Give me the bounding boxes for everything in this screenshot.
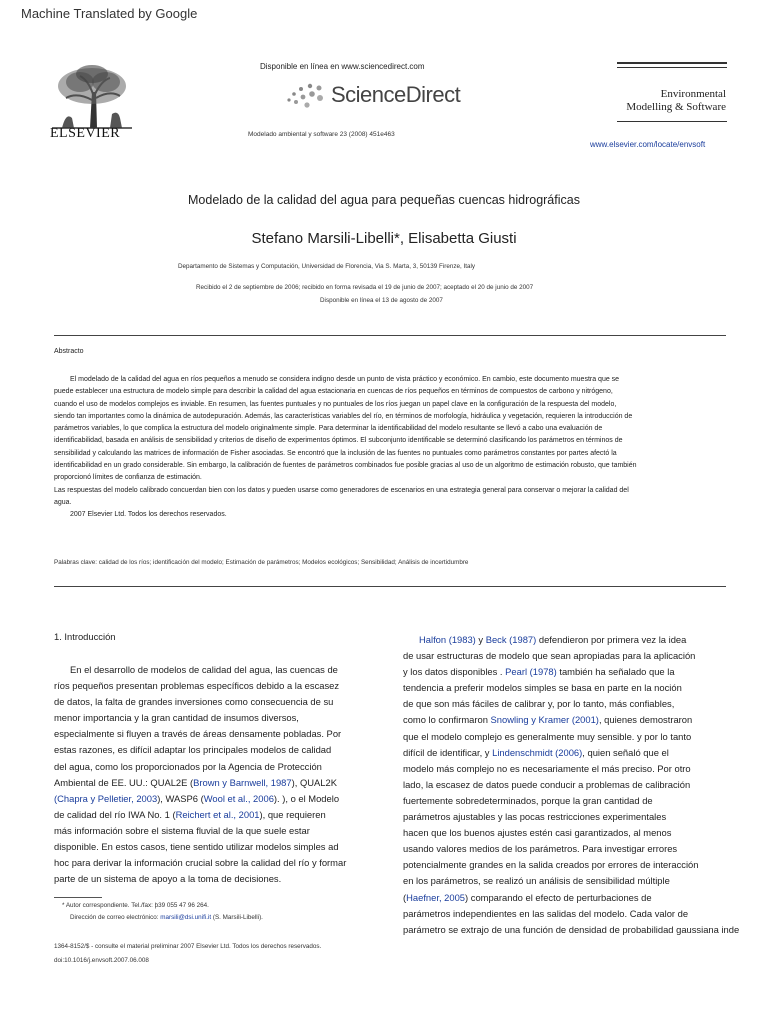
citation-link[interactable]: Halfon (1983) [419,634,476,645]
body-line [403,648,768,664]
body-line [403,873,768,889]
body-line [54,839,394,855]
body-line [403,825,768,841]
body-line [54,871,394,887]
body-text: usando valores medios de los parámetros. Para investigar errores [403,843,678,855]
body-line [54,791,394,807]
body-text: disponible. En estos casos, tiene sentido utilizar modelos simples ad [54,841,339,853]
journal-rule-top [617,62,727,64]
body-line [403,680,768,696]
citation-link[interactable]: Reichert et al., 2001 [175,808,260,820]
email-link[interactable]: marsili@dsi.unifi.it [160,914,212,921]
body-text: también ha señalado que la [556,666,675,678]
citation-link[interactable]: Lindenschmidt (2006) [492,746,583,758]
abstract-line: identificabilidad, basada en análisis de sensibilidad y criterios de diseño de experimentos óptimos. El subconjunto identificable se determinó clasificando los parámetros en términos de [54,437,623,445]
section-heading: 1. Introducción [54,631,116,642]
citation-link[interactable]: ( [54,792,58,804]
body-line [54,678,394,694]
citation-link[interactable]: Haefner, 2005 [406,891,466,903]
abstract-line: cuando el uso de modelos complejos es inviable. En resumen, las fuentes puntuales y no puntuales de los ríos juegan un papel clave en la configuración de la respuesta del modelo, [54,400,617,408]
citation-link[interactable]: Pearl (1978) [505,666,557,678]
body-line [403,857,768,873]
abstract-top-rule [54,335,726,336]
journal-name-line2: Modelling & Software [626,101,726,113]
abstract-line: El modelado de la calidad del agua en ríos pequeños a menudo se considera indigno desde un punto de vista práctico y económico. En cambio, este documento muestra que se [70,376,620,383]
body-text: de datos, la falta de grandes inversiones como consecuencia de su [54,696,334,708]
body-text: ). ), o el Modelo [273,792,340,804]
abstract-copyright: 2007 Elsevier Ltd. Todos los derechos reservados. [70,511,227,519]
body-text: difícil de identificar, y [403,746,493,758]
body-text: ), QUAL2K [291,776,337,788]
body-line [54,694,394,710]
body-text: lado, la escasez de datos puede conducir a problemas de calibración [403,778,691,790]
body-text: parámetros ajustables y las pocas restricciones experimentales [403,811,667,823]
body-line [54,726,394,742]
abstract-bottom-rule [54,586,726,587]
journal-name-line1: Environmental [660,88,726,100]
body-text: ), WASP6 ( [157,792,204,804]
sciencedirect-dots-icon [283,80,327,110]
footnote-rule [54,897,102,898]
abstract-body [54,374,714,522]
body-text: de que son más fáciles de calibrar y, por lo tanto, más confiables, [403,698,675,710]
body-text: defendieron por primera vez la idea [536,634,687,645]
body-text: modelo más complejo no es necesariamente el más preciso. Por otro [403,762,691,774]
body-text: En el desarrollo de modelos de calidad del agua, las cuencas de [70,664,338,675]
citation-link[interactable]: Chapra y Pelletier, 2003 [57,792,158,804]
body-text: ( [403,891,407,903]
citation-link[interactable]: Beck (1987) [485,634,537,645]
journal-name [612,88,726,114]
body-text: tendencia a preferir modelos simples se basa en parte en la noción [403,682,682,694]
abstract-line: puede establecer una estructura de modelo simple para describir la calidad del agua estacionaria en cuencas de ríos pequeños en términos de compuestos de carbono y nitrógeno, [54,388,613,396]
body-text: del agua, como los proporcionados por la Agencia de Protección [54,760,322,772]
body-text: Ambiental de EE. UU.: QUAL2E ( [54,776,194,788]
abstract-line: sensibilidad y calculando las matrices de información de Fisher asociadas. Se encontró que la inclusión de las fuentes no puntuales como parámetros constantes por partes afectó la [54,449,617,457]
footnote-email [70,914,263,921]
body-text: parte de un sistema de apoyo a la toma de decisiones. [54,873,282,885]
body-line [403,841,768,857]
body-line [403,696,768,712]
body-line [403,777,768,793]
body-text: potencialmente grandes en la salida creados por errores de interacción [403,859,699,871]
abstract-heading: Abstracto [54,348,84,355]
footnote-email-label: Dirección de correo electrónico: [70,914,161,921]
translation-banner: Machine Translated by Google [21,6,198,21]
body-line [403,922,768,938]
intro-column-left [54,662,394,887]
body-text: hoc para derivar la información crucial sobre la calidad del río y formar [54,857,347,869]
body-text: especialmente si fluyen a través de áreas densamente pobladas. Por [54,728,342,740]
body-text: parámetro se extrajo de una función de densidad de probabilidad gaussiana inde [403,923,740,935]
body-text: y [475,634,486,645]
body-text: parámetros independientes en las salidas del modelo. Cada valor de [403,907,689,919]
body-line [403,890,768,906]
sciencedirect-wordmark: ScienceDirect [331,82,461,107]
journal-url-link[interactable]: www.elsevier.com/locate/envsoft [590,140,706,149]
citation-link[interactable]: Wool et al., 2006 [203,792,274,804]
body-line [54,807,394,823]
intro-column-right [403,632,768,938]
body-text: , quien señaló que el [582,746,669,758]
body-text: menor importancia y la gran cantidad de insumos diversos, [54,712,299,724]
body-text: como lo confirmaron [403,714,491,726]
body-text: ), que requieren [259,808,326,820]
body-text: ) comparando el efecto de perturbaciones de [465,891,652,903]
footnote-email-suffix: (S. Marsili-Libelli). [211,914,263,921]
article-authors: Stefano Marsili-Libelli*, Elisabetta Giusti [251,230,517,247]
body-text: ríos pequeños presentan problemas específicos debido a la escasez [54,680,340,692]
article-history: Recibido el 2 de septiembre de 2006; recibido en forma revisada el 19 de junio de 2007; aceptado el 20 de junio de 2007 [196,284,534,291]
body-line [403,632,768,648]
body-line [54,742,394,758]
abstract-line: siendo tan importantes como la dinámica de autodepuración. Además, las características variables del río, en términos de morfología, hidráulica y vegetación, requieren la introducción de [54,412,633,420]
body-line [54,775,394,791]
issn-line: 1364-8152/$ - consulte el material preliminar 2007 Elsevier Ltd. Todos los derechos reservados. [54,943,322,950]
body-line [403,745,768,761]
journal-rule-bottom [617,121,727,122]
body-line [403,793,768,809]
article-title: Modelado de la calidad del agua para pequeñas cuencas hidrográficas [188,193,580,207]
abstract-line: identificabilidad en un grado considerable. Sin embargo, la calibración de fuentes de parámetros combinados fue posible gracias al uso de un algoritmo de estimación robusto, que también [54,462,637,470]
body-text: estas razones, es difícil adaptar los principales modelos de calidad [54,744,332,756]
body-line [403,729,768,745]
body-text: de calidad del río IWA No. 1 ( [54,808,176,820]
body-text: y los datos disponibles . [403,666,506,678]
elsevier-tree-logo [52,62,132,132]
body-line [54,759,394,775]
keywords: Palabras clave: calidad de los ríos; identificación del modelo; Estimación de parámetros; Modelos ecológicos; Sensibilidad; Análisis de incertidumbre [54,559,469,566]
journal-citation: Modelado ambiental y software 23 (2008) 451e463 [248,131,395,138]
body-text: hacen que los buenos ajustes estén casi garantizados, al menos [403,827,672,839]
body-text: más información sobre el sistema fluvial de la que suele estar [54,824,310,836]
body-line [403,809,768,825]
online-availability: Disponible en línea en www.sciencedirect.com [260,62,425,71]
citation-link[interactable]: Snowling y Kramer (2001) [490,714,599,726]
abstract-line: Las respuestas del modelo calibrado concuerdan bien con los datos y pueden usarse como generadores de escenarios en una estrategia general para conservar o mejorar la calidad del [54,486,629,494]
body-line [54,662,394,678]
body-text: fuertemente sobredeterminados, porque la gran cantidad de [403,794,653,806]
body-line [403,664,768,680]
sciencedirect-logo [283,80,460,110]
body-line [54,823,394,839]
author-affiliation: Departamento de Sistemas y Computación, Universidad de Florencia, Via S. Marta, 3, 50139 Firenze, Italy [178,263,476,270]
citation-link[interactable]: Brown y Barnwell, 1987 [193,776,292,788]
body-text: , quienes demostraron [598,714,693,726]
abstract-line: proporcionó límites de confianza de estimación. [54,474,202,482]
abstract-line: agua. [54,498,72,506]
doi-line: doi:10.1016/j.envsoft.2007.06.008 [54,957,149,964]
footnote-corresponding: * Autor correspondiente. Tel./fax: þ39 055 47 96 264. [62,902,209,909]
body-line [403,712,768,728]
journal-rule-top-thin [617,67,727,68]
publisher-name: ELSEVIER [50,126,121,141]
body-line [54,710,394,726]
body-text: de usar estructuras de modelo que sean apropiadas para la aplicación [403,650,696,662]
body-text: que el modelo complejo es generalmente muy sensible. y por lo tanto [403,730,692,742]
online-date: Disponible en línea el 13 de agosto de 2007 [320,297,443,304]
body-line [54,855,394,871]
body-text: en los parámetros, se realizó un análisis de sensibilidad múltiple [403,875,670,887]
abstract-line: parámetros variables, lo que complica la estructura del modelo originalmente simple. Para determinar la identificabilidad del modelo resultante se llevó a cabo una evaluación de [54,425,603,433]
body-line [403,906,768,922]
body-line [403,761,768,777]
